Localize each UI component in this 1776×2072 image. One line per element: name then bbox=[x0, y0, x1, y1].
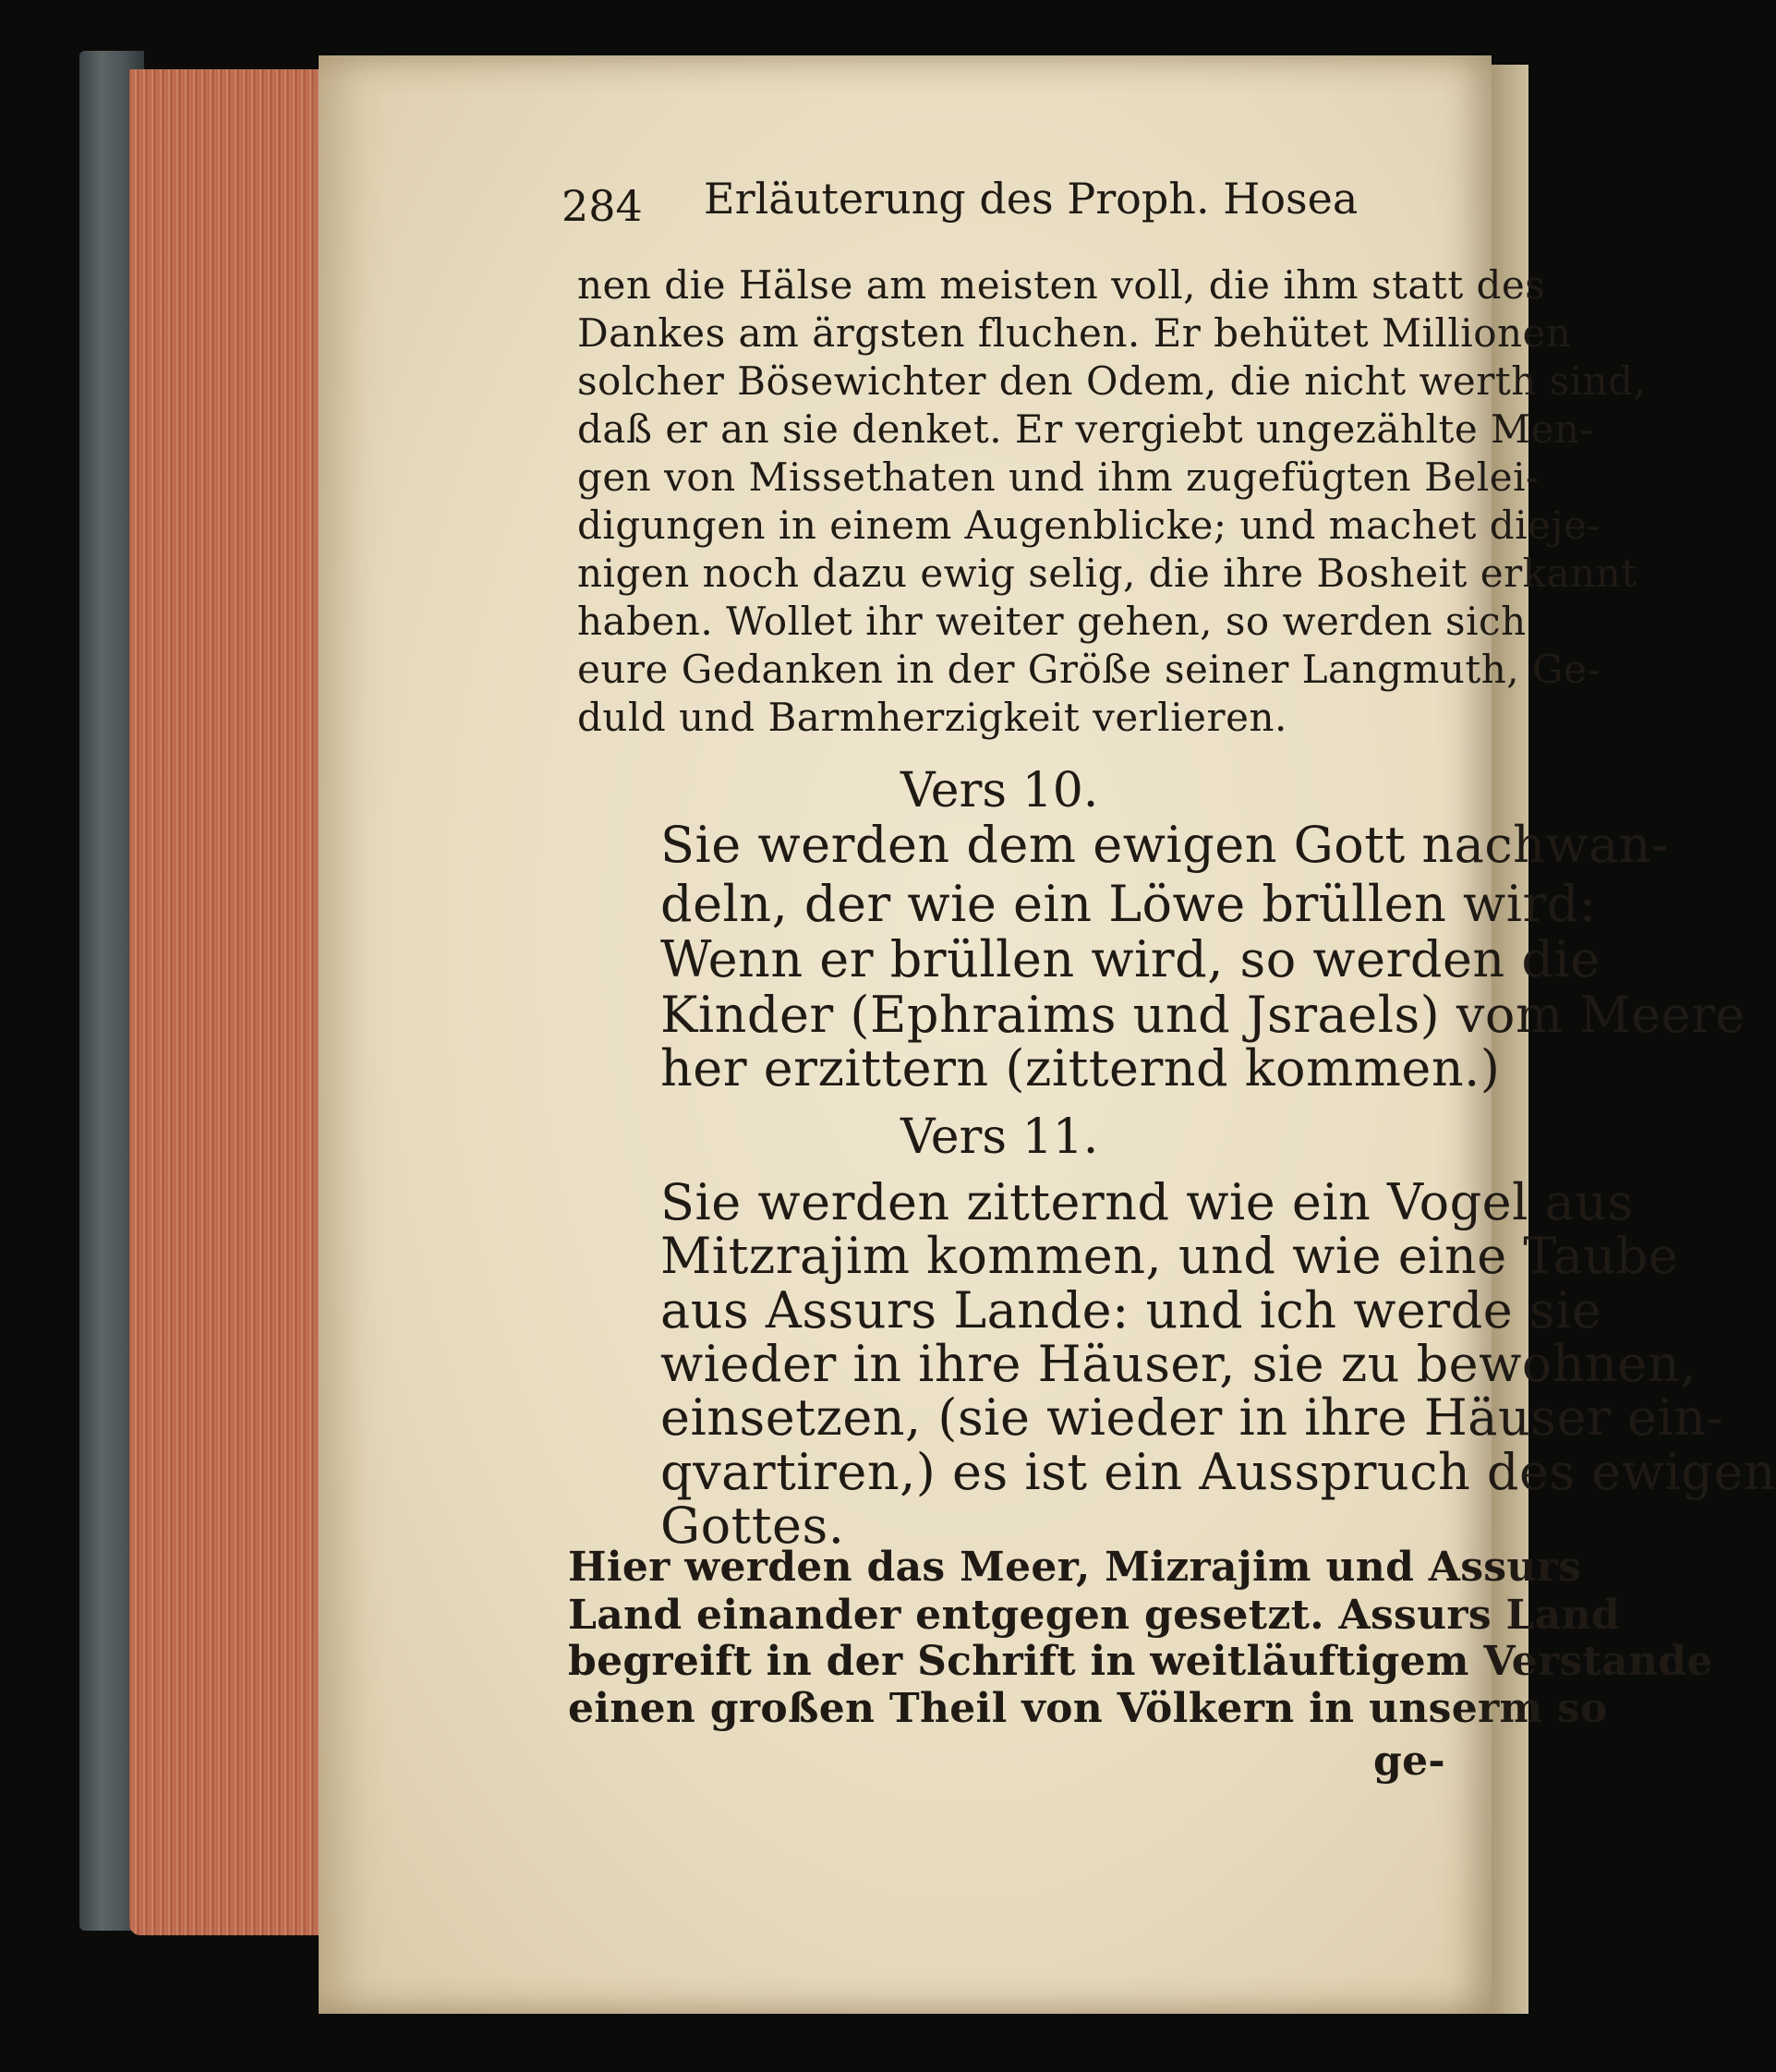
verse-line: qvartiren,) es ist ein Ausspruch des ewigen bbox=[660, 1443, 1776, 1501]
text-line: Dankes am ärgsten fluchen. Er behütet Millionen bbox=[577, 310, 1572, 356]
verse-heading: Vers 10. bbox=[900, 763, 1099, 818]
page-edges-red bbox=[129, 69, 323, 1935]
verse-heading: Vers 11. bbox=[900, 1109, 1099, 1165]
page-number: 284 bbox=[562, 181, 643, 231]
commentary-line: Land einander entgegen gesetzt. Assurs Land bbox=[568, 1592, 1620, 1639]
verse-line: aus Assurs Lande: und ich werde sie bbox=[660, 1281, 1602, 1339]
text-line: duld und Barmherzigkeit verlieren. bbox=[577, 695, 1287, 740]
verse-line: wieder in ihre Häuser, sie zu bewohnen, bbox=[660, 1335, 1697, 1393]
verse-line: Wenn er brüllen wird, so werden die bbox=[660, 930, 1601, 988]
verse-line: Mitzrajim kommen, und wie eine Taube bbox=[660, 1227, 1679, 1285]
verse-line: Sie werden zitternd wie ein Vogel aus bbox=[660, 1173, 1634, 1231]
running-title: Erläuterung des Proph. Hosea bbox=[704, 174, 1359, 224]
commentary-line: begreift in der Schrift in weitläuftigem Verstande bbox=[568, 1638, 1713, 1685]
text-line: haben. Wollet ihr weiter gehen, so werden sich bbox=[577, 599, 1527, 644]
text-line: gen von Missethaten und ihm zugefügten Belei- bbox=[577, 454, 1540, 500]
catchword: ge- bbox=[1373, 1738, 1445, 1785]
text-line: solcher Bösewichter den Odem, die nicht werth sind, bbox=[577, 358, 1647, 404]
verse-line: Sie werden dem ewigen Gott nachwan- bbox=[660, 816, 1669, 874]
verse-line: Kinder (Ephraims und Jsraels) vom Meere bbox=[660, 986, 1746, 1044]
text-line: eure Gedanken in der Größe seiner Langmuth, Ge- bbox=[577, 647, 1601, 692]
commentary-line: einen großen Theil von Völkern in unserm so bbox=[568, 1685, 1608, 1732]
verse-line: her erzittern (zitternd kommen.) bbox=[660, 1039, 1501, 1097]
text-line: nigen noch dazu ewig selig, die ihre Bosheit erkannt bbox=[577, 551, 1637, 596]
text-line: nen die Hälse am meisten voll, die ihm statt des bbox=[577, 262, 1546, 308]
text-line: digungen in einem Augenblicke; und machet dieje- bbox=[577, 503, 1601, 548]
verse-line: einsetzen, (sie wieder in ihre Häuser ein- bbox=[660, 1388, 1724, 1447]
text-line: daß er an sie denket. Er vergiebt ungezählte Men- bbox=[577, 406, 1594, 452]
verse-line: deln, der wie ein Löwe brüllen wird: bbox=[660, 875, 1597, 933]
verse-line: Gottes. bbox=[660, 1496, 845, 1555]
commentary-line: Hier werden das Meer, Mizrajim und Assurs bbox=[568, 1544, 1582, 1591]
